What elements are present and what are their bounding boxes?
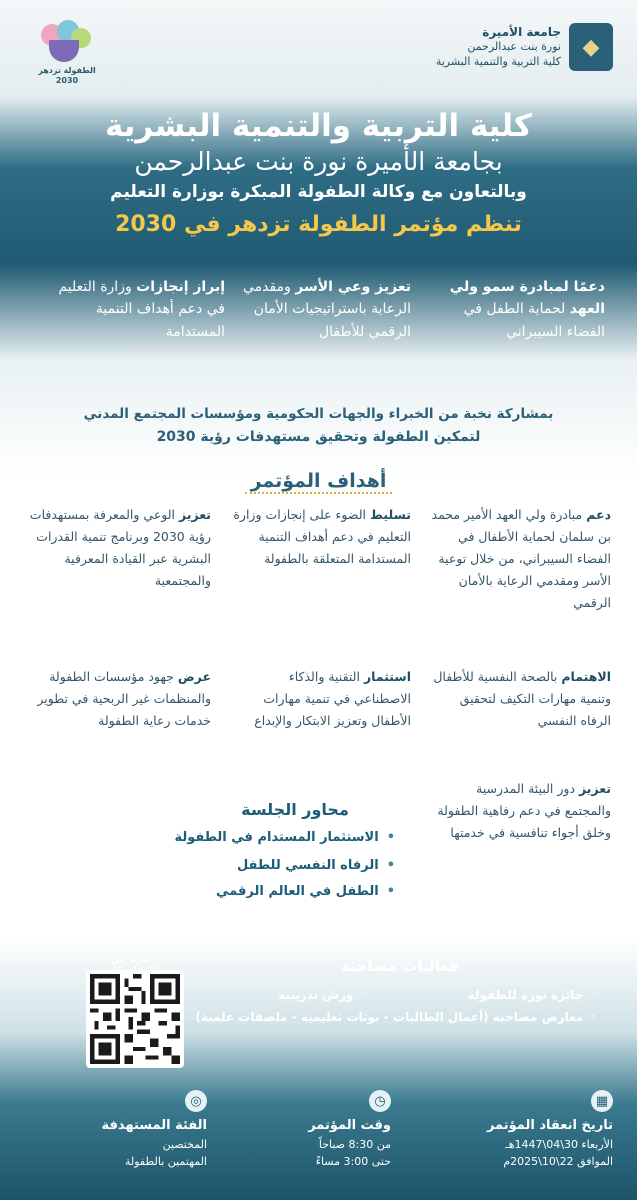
info-value: من 8:30 صباحاً [318,1138,391,1151]
info-value: الموافق 22\10\2025م [503,1155,613,1169]
brand-caption: الطفولة تزدهر [38,66,96,75]
event-item: • معارض مصاحبة (أعمال الطالبات - بوثات تعليمية - ملصقات علمية) [195,1010,597,1024]
goal-item [29,504,211,592]
info-label: الفئة المستهدفة [101,1118,207,1133]
goal-bold: تسليط [369,507,411,522]
goal-bold: دعم [586,507,611,522]
goal-text: دور البيئة المدرسية والمجتمع في دعم رفاهية الطفولة وخلق أجواء تنافسية في خدمتها [437,781,611,840]
pillar-achievements [55,276,225,343]
session-axes-heading: محاور الجلسة [241,800,349,819]
goal-item [229,504,411,570]
collaboration-line: وبالتعاون مع وكالة الطفولة المبكرة بوزارة التعليم [110,182,527,202]
goal-item [429,778,611,844]
goal-bold: تعزيز [579,781,611,796]
college-title: كلية التربية والتنمية البشرية [104,108,533,144]
axis-item: • الطفل في العالم الرقمي [120,884,395,899]
pillar-bold: تعزيز وعي الأسر [295,279,411,295]
target-icon: ◎ [185,1090,207,1112]
goals-heading [0,470,637,494]
info-audience [57,1090,207,1170]
info-time [241,1090,391,1170]
goal-item [429,666,611,732]
university-title: بجامعة الأميرة نورة بنت عبدالرحمن [134,147,503,176]
university-line3: كلية التربية والتنمية البشرية [435,55,561,69]
goal-bold: الاهتمام [561,669,611,684]
goal-bold: تعزيز [179,507,211,522]
info-value: المهتمين بالطفولة [125,1155,207,1169]
goal-text: الضوء على إنجازات وزارة التعليم في دعم أهداف التنمية المستدامة المتعلقة بالطفولة [233,507,411,566]
university-line2: نورة بنت عبدالرحمن [467,40,561,54]
qr-caption: لمزيد من [110,954,154,965]
hearts-logo-icon [37,20,97,66]
goal-item [429,504,611,613]
event-item: • ورش تدريبية [278,988,367,1002]
goal-text: التقنية والذكاء الاصطناعي في تنمية مهارات الأطفال وتعزيز الابتكار والإبداع [254,669,411,728]
goal-item [29,666,211,732]
pillar-bold: دعمًا لمبادرة سمو ولي العهد [449,279,605,318]
conference-title: تنظم مؤتمر الطفولة تزدهر في 2030 [115,212,522,237]
goal-item [229,666,411,732]
info-label: وقت المؤتمر [308,1118,391,1133]
participation-line: بمشاركة نخبة من الخبراء والجهات الحكومية ومؤسسات المجتمع المدني [83,406,554,422]
qr-code-icon [90,974,180,1064]
info-value: المختصين [162,1138,207,1151]
axis-item: • الاستثمار المستدام في الطفولة [120,830,395,845]
pillar-text: لحماية الطفل في الفضاء السيبراني [463,301,605,340]
brand-year: 2030 [55,75,79,85]
axis-item: • الرفاه النفسي للطفل [120,858,395,873]
childhood-brand-logo [30,20,104,94]
pillar-family-awareness [241,276,411,343]
qr-code[interactable] [86,970,184,1068]
info-date [463,1090,613,1170]
pillar-cyber-protection [435,276,605,343]
goal-text: الوعي والمعرفة بمستهدفات رؤية 2030 وبرنامج تنمية القدرات البشرية عبر القيادة المعرفية والمجتمعية [29,507,211,588]
vision-line: لتمكين الطفولة وتحقيق مستهدفات رؤية 2030 [156,429,481,445]
info-label: تاريخ انعقاد المؤتمر [486,1118,613,1133]
university-line1: جامعة الأميرة [482,25,561,40]
goal-text: جهود مؤسسات الطفولة والمنظمات غير الربحية في تطوير خدمات رعاية الطفولة [37,669,211,728]
goal-bold: استثمار [363,669,411,684]
events-heading: فعاليات مصاحبة [341,957,459,975]
goals-heading-text: أهداف المؤتمر [245,470,393,494]
pillar-bold: إبراز إنجازات [136,279,225,295]
calendar-icon: ▦ [591,1090,613,1112]
university-logo [381,22,613,72]
event-item: • جائزة نورة للطفولة [468,988,597,1002]
university-name [436,24,561,70]
pillar-text: ومقدمي الرعاية باستراتيجيات الأمان الرقمي للأطفال [242,279,411,340]
goal-text: مبادرة ولي العهد الأمير محمد بن سلمان لحماية الأطفال في الفضاء السيبراني، من خلال توعية الأسر ومقدمي الرعاية بالأمان الرقمي [431,507,611,610]
clock-icon: ◷ [369,1090,391,1112]
goal-text: بالصحة النفسية للأطفال وتنمية مهارات التكيف لتحقيق الرفاه النفسي [433,669,611,728]
info-value: الأربعاء 30\04\1447هـ [505,1138,613,1151]
university-emblem-icon: ◆ [569,23,613,71]
pillar-text: وزارة التعليم في دعم أهداف التنمية المستدامة [58,279,225,340]
goal-bold: عرض [177,669,211,684]
info-value: حتى 3:00 مساءً [315,1155,391,1169]
